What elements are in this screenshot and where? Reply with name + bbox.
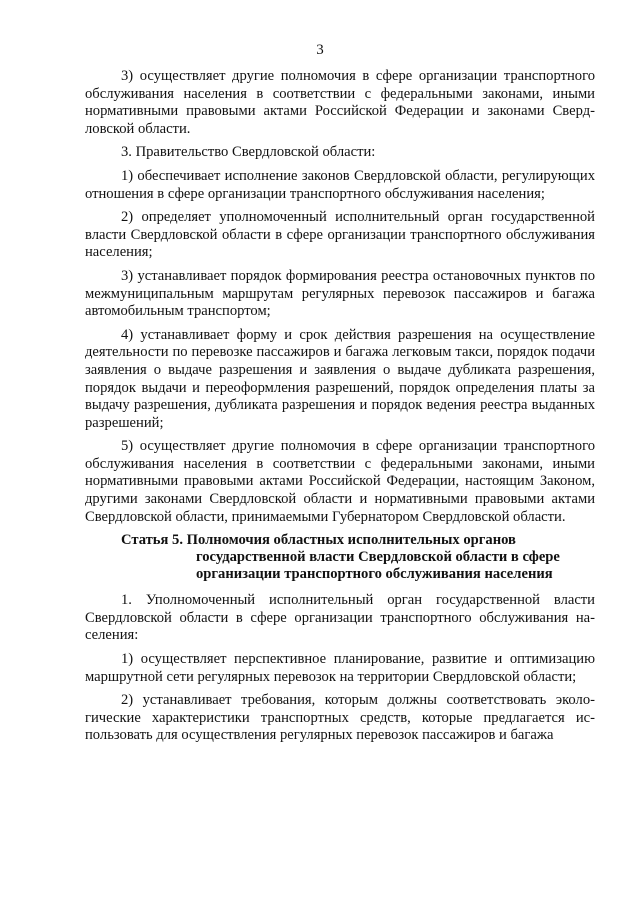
article-heading-line-2: государственной власти Свердловской области в сфере [196, 549, 560, 566]
paragraph-subitem-3-other-powers: 3) осуществляет другие полномочия в сфере организации транспортного обслуживания населения в соответствии с федеральными законами, иными нормативными правовыми актами Российской Федерации и законами Свердловской области. [85, 68, 595, 137]
paragraph-subitem-4-taxi-permits: 4) устанавливает форму и срок действия разрешения на осуществление деятельности по перевозке пассажиров и багажа легковым такси, порядок подачи заявления о выдаче разрешения и заявления о выдаче дубликата разрешения, порядок выдачи и переоформления разрешений, порядок определения платы за выдачу разрешения, дубликата разрешения и порядок ведения реестра выданных разрешений; [85, 326, 595, 431]
article-heading-line-3: организации транспортного обслуживания населения [196, 566, 553, 583]
paragraph-subitem-1-enforces-laws: 1) обеспечивает исполнение законов Свердловской области, регулирующих отношения в сфере организации транспортного обслуживания населения; [85, 167, 595, 202]
paragraph-subitem-2-eco-requirements: 2) устанавливает требования, которым должны соответствовать экологические характеристики транспортных средств, которые предлагается использовать для осуществления регулярных перевозок пассажиров и багажа [85, 692, 595, 744]
paragraph-subitem-5-other-powers: 5) осуществляет другие полномочия в сфере организации транспортного обслуживания населения в соответствии с федеральными законами, иными нормативными правовыми актами Российской Федерации, настоящим Законом, другими законами Свердловской области и нормативными правовыми актами Свердловской области, принимаемыми Губернатором Свердловской области. [85, 438, 595, 525]
article-5-heading [85, 532, 595, 583]
paragraph-authorized-body: 1. Уполномоченный исполнительный орган государственной власти Свердловской области в сфере организации транспортного обслуживания населения: [85, 592, 595, 644]
paragraph-subitem-1-planning: 1) осуществляет перспективное планирование, развитие и оптимизацию маршрутной сети регулярных перевозок на территории Свердловской области; [85, 651, 595, 685]
paragraph-subitem-3-stops-registry: 3) устанавливает порядок формирования реестра остановочных пунктов по межмуниципальным маршрутам регулярных перевозок пассажиров и багажа автомобильным транспортом; [85, 267, 595, 320]
paragraph-government-heading: 3. Правительство Свердловской области: [121, 144, 376, 161]
page-number: 3 [316, 42, 324, 58]
article-heading-line-1: Статья 5. Полномочия областных исполнительных органов [121, 532, 516, 549]
paragraph-subitem-2-designates-body: 2) определяет уполномоченный исполнительный орган государственной власти Свердловской области в сфере организации транспортного обслуживания населения; [85, 209, 595, 261]
document-body [85, 68, 595, 751]
